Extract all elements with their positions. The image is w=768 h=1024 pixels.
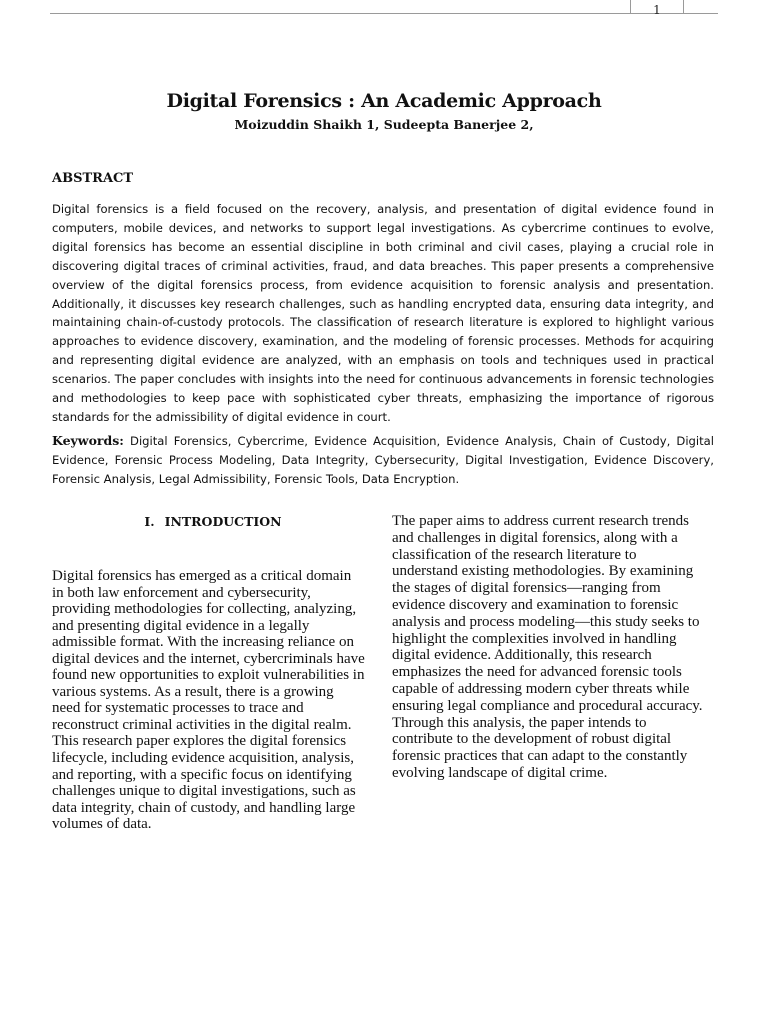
paragraph-line: The paper aims to address current research trends [392, 513, 689, 529]
paragraph-line: evidence discovery and examination to forensic [392, 596, 679, 613]
paragraph-line: the stages of digital forensics—ranging from [392, 580, 661, 597]
abstract-body: Digital forensics is a field focused on the recovery, analysis, and presentation of digital evidence found in computers, mobile devices, and networks to support legal investigations. As cybercrime continues to evolve, digital forensics has become an essential discipline in both criminal and civil cases, playing a crucial role in discovering digital traces of criminal activities, fraud, and data breaches. This paper presents a comprehensive overview of the digital forensics process, from evidence acquisition to forensic analysis and presentation. Additionally, it discusses key research challenges, such as handling encrypted data, ensuring data integrity, and maintaining chain-of-custody protocols. The classification of research literature is explored to highlight various approaches to evidence discovery, examination, and the modeling of forensic processes. Methods for acquiring and representing digital evidence are analyzed, with an emphasis on tools and techniques used in practical scenarios. The paper concludes with insights into the need for continuous advancements in forensic technologies and methodologies to keep pace with sophisticated cyber threats, emphasizing the importance of rigorous standards for the admissibility of digital evidence in court. [52, 202, 714, 424]
paragraph-line: volumes of data. [52, 816, 152, 833]
paragraph-line: Through this analysis, the paper intends to [392, 714, 647, 731]
paragraph-line: Digital forensics has emerged as a critical domain [52, 568, 352, 584]
intro-left-column [52, 568, 376, 833]
paragraph-line: ensuring legal compliance and procedural accuracy. [392, 697, 703, 714]
paragraph-line: contribute to the development of robust digital [392, 731, 672, 748]
paragraph-line: admissible format. With the increasing reliance on [52, 634, 354, 651]
paragraph-line: and challenges in digital forensics, along with a [392, 529, 678, 546]
paragraph-line: need for systematic processes to trace and [52, 700, 304, 717]
paragraph-line: reconstruct criminal activities in the digital realm. [52, 716, 352, 733]
paragraph-line: various systems. As a result, there is a growing [52, 683, 334, 700]
section-number: I. [144, 514, 155, 529]
paragraph-line: emphasizes the need for advanced forensic tools [392, 664, 682, 681]
intro-right-column [392, 513, 718, 782]
paragraph-line: analysis and process modeling—this study seeks to [392, 613, 700, 630]
paragraph-line: classification of the research literature to [392, 546, 637, 563]
keywords-text: Digital Forensics, Cybercrime, Evidence Acquisition, Evidence Analysis, Chain of Custody, Digital Evidence, Forensic Process Modeling, Data Integrity, Cybersecurity, Digital Investigation, Evidence Discovery, Forensic Analysis, Legal Admissibility, Forensic Tools, Data Encryption. [52, 434, 714, 486]
header-rule [50, 13, 718, 14]
keywords-label: Keywords: [52, 433, 124, 448]
section-title: INTRODUCTION [164, 514, 282, 529]
paragraph-line: challenges unique to digital investigations, such as [52, 783, 356, 800]
paper-authors: Moizuddin Shaikh 1, Sudeepta Banerjee 2, [234, 117, 534, 132]
paragraph-line: digital evidence. Additionally, this research [392, 647, 652, 664]
paragraph-line: evolving landscape of digital crime. [392, 764, 608, 781]
paper-title: Digital Forensics : An Academic Approach [166, 90, 602, 112]
paragraph-line: understand existing methodologies. By examining [392, 563, 694, 580]
paragraph-line: and reporting, with a specific focus on identifying [52, 766, 352, 783]
section-heading-introduction [52, 514, 374, 529]
page-number-box [630, 0, 684, 17]
paragraph-line: found new opportunities to exploit vulnerabilities in [52, 667, 365, 684]
paragraph-line: data integrity, chain of custody, and handling large [52, 799, 356, 816]
paragraph-line: providing methodologies for collecting, analyzing, [52, 601, 357, 618]
paragraph-line: lifecycle, including evidence acquisition, analysis, [52, 750, 354, 767]
paragraph-line: capable of addressing modern cyber threats while [392, 680, 690, 697]
paragraph-line: This research paper explores the digital forensics [52, 733, 347, 750]
paragraph-line: and presenting digital evidence in a legally [52, 617, 310, 634]
abstract-heading: ABSTRACT [52, 171, 134, 186]
paragraph-line: highlight the complexities involved in handling [392, 630, 677, 647]
keywords-paragraph [52, 432, 714, 489]
page-number: 1 [653, 3, 661, 17]
paragraph-line: digital devices and the internet, cybercriminals have [52, 650, 365, 667]
paragraph-line: in both law enforcement and cybersecurity, [52, 584, 311, 601]
paragraph-line: forensic practices that can adapt to the constantly [392, 748, 688, 765]
